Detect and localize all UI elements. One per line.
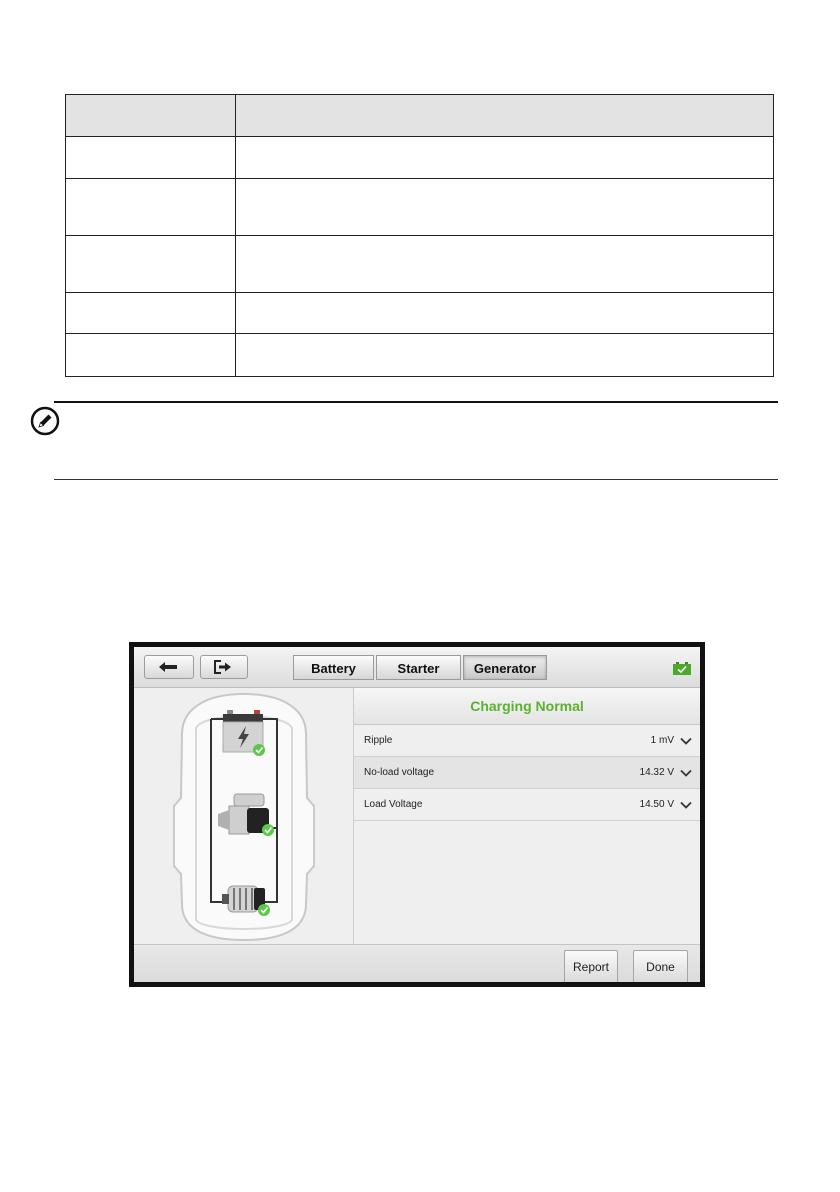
table-row: [66, 137, 774, 179]
tab-generator[interactable]: Generator: [463, 655, 547, 680]
table-cell: [66, 179, 236, 236]
back-button[interactable]: [144, 655, 194, 679]
table-cell: [236, 137, 774, 179]
result-label: Load Voltage: [364, 799, 423, 810]
result-value: 14.32 V: [639, 767, 674, 778]
table-row: [66, 293, 774, 334]
table-header-row: [66, 95, 774, 137]
tab-bar: [293, 655, 549, 680]
table-header-cell: [66, 95, 236, 137]
doc-table: [65, 94, 774, 377]
result-row-load-voltage[interactable]: [354, 789, 700, 821]
chevron-down-icon[interactable]: [680, 769, 692, 777]
table-row: [66, 334, 774, 377]
vehicle-diagram-panel: [134, 688, 354, 945]
result-label: Ripple: [364, 735, 393, 746]
table-cell: [236, 179, 774, 236]
vehicle-schematic: [134, 688, 353, 945]
exit-icon: [201, 656, 247, 678]
device-screen: [129, 642, 705, 987]
chevron-down-icon[interactable]: [680, 737, 692, 745]
pencil-note-icon: [28, 404, 62, 438]
bottom-action-bar: [134, 944, 700, 987]
result-value: 1 mV: [650, 735, 674, 746]
table-row: [66, 236, 774, 293]
top-toolbar: [134, 647, 700, 688]
check-badge-icon: [262, 824, 274, 836]
battery-status-icon: [673, 662, 691, 675]
result-label: No-load voltage: [364, 767, 435, 778]
tab-battery[interactable]: Battery: [293, 655, 374, 680]
note-divider-bottom: [54, 479, 778, 480]
report-button[interactable]: Report: [564, 950, 618, 984]
result-row-ripple[interactable]: [354, 725, 700, 757]
table-cell: [236, 334, 774, 377]
check-badge-icon: [253, 744, 265, 756]
table-cell: [66, 334, 236, 377]
check-badge-icon: [258, 904, 270, 916]
result-value: 14.50 V: [639, 799, 674, 810]
table-cell: [236, 236, 774, 293]
chevron-down-icon[interactable]: [680, 801, 692, 809]
table-cell: [66, 137, 236, 179]
table-cell: [236, 293, 774, 334]
table-cell: [66, 236, 236, 293]
done-button[interactable]: Done: [633, 950, 688, 984]
note-divider-top: [54, 401, 778, 403]
results-panel: [354, 688, 700, 945]
table-cell: [66, 293, 236, 334]
table-header-cell: [236, 95, 774, 137]
tab-starter[interactable]: Starter: [376, 655, 461, 680]
back-arrow-icon: [145, 656, 193, 678]
charging-status-title: Charging Normal: [354, 688, 700, 725]
result-row-no-load-voltage[interactable]: [354, 757, 700, 789]
table-row: [66, 179, 774, 236]
exit-button[interactable]: [200, 655, 248, 679]
